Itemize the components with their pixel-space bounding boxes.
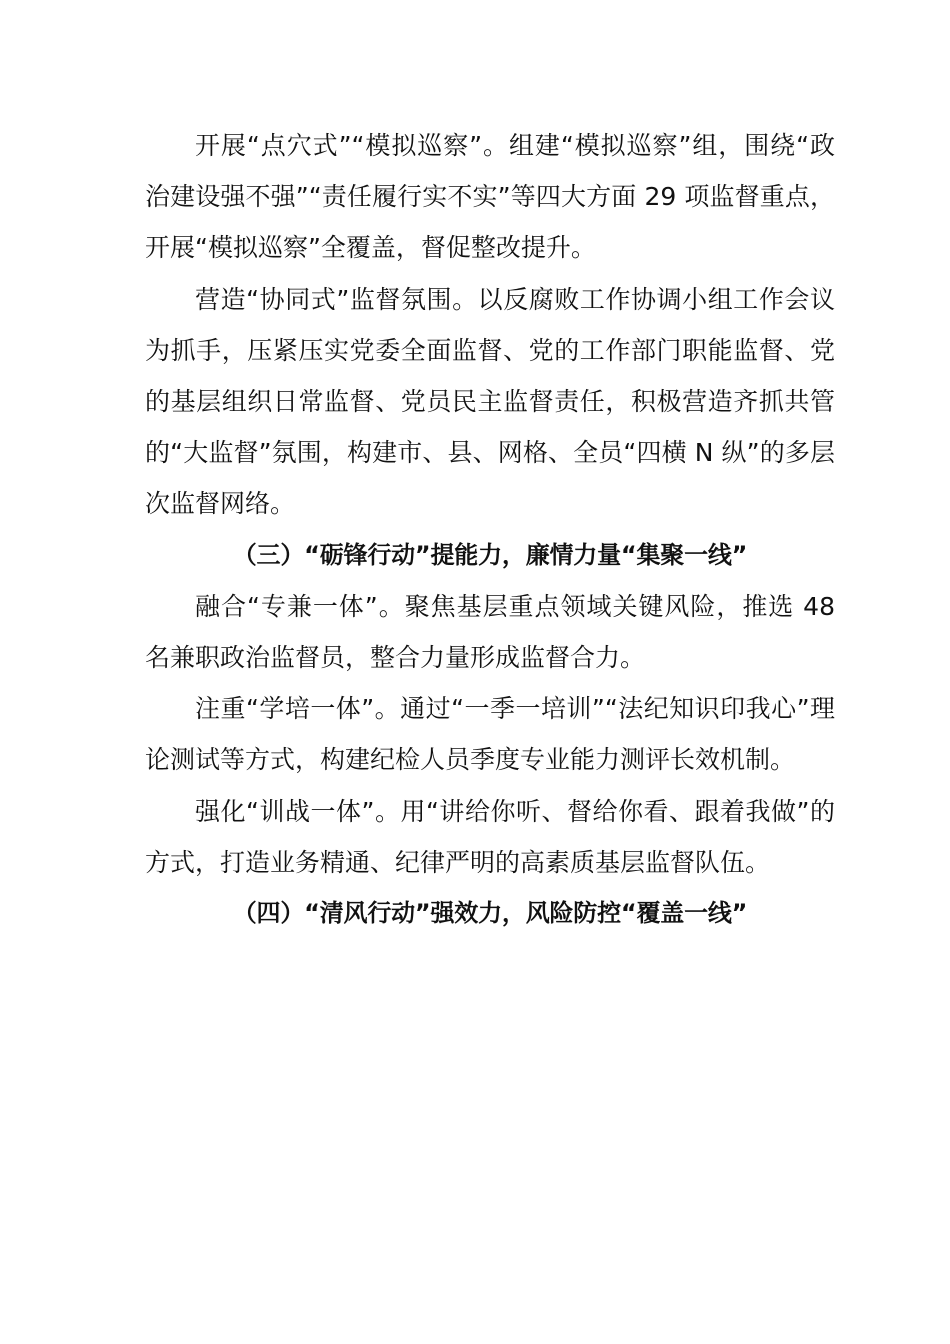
document-body: [145, 120, 835, 939]
section-heading-four: （四）“清风行动”强效力，风险防控“覆盖一线”: [232, 899, 748, 928]
paragraph-mock-inspection: 开展“点穴式”“模拟巡察”。组建“模拟巡察”组，围绕“政治建设强不强”“责任履行实不实”等四大方面 29 项监督重点，开展“模拟巡察”全覆盖，督促整改提升。: [145, 131, 835, 263]
paragraph-training: 注重“学培一体”。通过“一季一培训”“法纪知识印我心”理论测试等方式，构建纪检人员季度专业能力测评长效机制。: [145, 694, 835, 775]
paragraph-collaborative-supervision: 营造“协同式”监督氛围。以反腐败工作协调小组工作会议为抓手，压紧压实党委全面监督、党的工作部门职能监督、党的基层组织日常监督、党员民主监督责任，积极营造齐抓共管的“大监督”氛围，构建市、县、网格、全员“四横 N 纵”的多层次监督网络。: [145, 284, 835, 519]
paragraph-integration: 融合“专兼一体”。聚焦基层重点领域关键风险，推选 48 名兼职政治监督员，整合力量形成监督合力。: [145, 591, 835, 673]
section-heading-three: （三）“砺锋行动”提能力，廉情力量“集聚一线”: [232, 540, 748, 569]
paragraph-practice: 强化“训战一体”。用“讲给你听、督给你看、跟着我做”的方式，打造业务精通、纪律严明的高素质基层监督队伍。: [145, 796, 835, 877]
